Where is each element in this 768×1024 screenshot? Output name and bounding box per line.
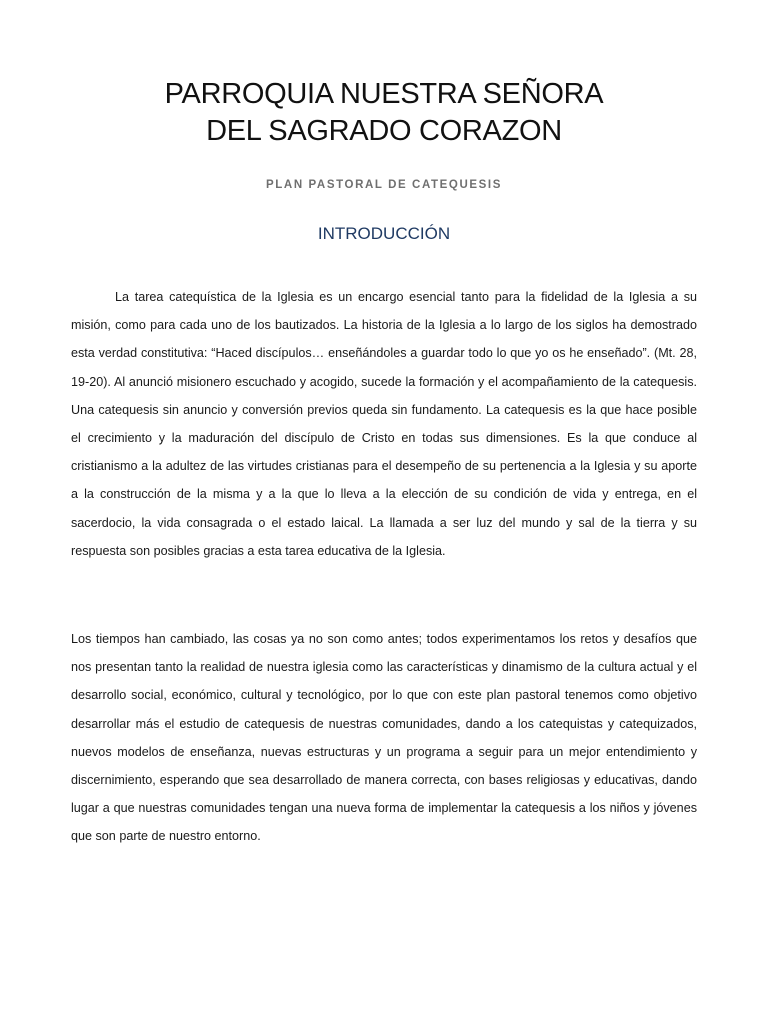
title-line-1: PARROQUIA NUESTRA SEÑORA xyxy=(164,78,604,110)
document-title xyxy=(0,76,768,150)
title-line-2: DEL SAGRADO CORAZON xyxy=(206,115,562,147)
section-heading-introduccion: INTRODUCCIÓN xyxy=(317,224,451,243)
body-paragraph-2: Los tiempos han cambiado, las cosas ya no son como antes; todos experimentamos los retos y desafíos que nos presentan tanto la realidad de nuestra iglesia como las características y dinamismo de la cultura actual y el desarrollo social, económico, cultural y tecnológico, por lo que con este plan pastoral tenemos como objetivo desarrollar más el estudio de catequesis de nuestras comunidades, dando a los catequistas y catequizados, nuevos modelos de enseñanza, nuevas estructuras y un programa a seguir para un mejor entendimiento y discernimiento, esperando que sea desarrollado de manera correcta, con bases religiosas y educativas, dando lugar a que nuestras comunidades tengan una nueva forma de implementar la catequesis a los niños y jóvenes que son parte de nuestro entorno. xyxy=(71,632,697,844)
document-subtitle: PLAN PASTORAL DE CATEQUESIS xyxy=(266,179,502,191)
body-paragraph-1: La tarea catequística de la Iglesia es un encargo esencial tanto para la fidelidad de la Iglesia a su misión, como para cada uno de los bautizados. La historia de la Iglesia a lo largo de los siglos ha demostrado esta verdad constitutiva: “Haced discípulos… enseñándoles a guardar todo lo que yo os he enseñado”. (Mt. 28, 19-20). Al anunció misionero escuchado y acogido, sucede la formación y el acompañamiento de la catequesis. Una catequesis sin anuncio y conversión previos queda sin fundamento. La catequesis es la que hace posible el crecimiento y la maduración del discípulo de Cristo en todas sus dimensiones. Es la que conduce al cristianismo a la adultez de las virtudes cristianas para el desempeño de su pertenencia a la Iglesia y su aporte a la construcción de la misma y a la que lo lleva a la elección de su condición de vida y entrega, en el sacerdocio, la vida consagrada o el estado laical. La llamada a ser luz del mundo y sal de la tierra y su respuesta son posibles gracias a esta tarea educativa de la Iglesia. xyxy=(71,290,697,558)
